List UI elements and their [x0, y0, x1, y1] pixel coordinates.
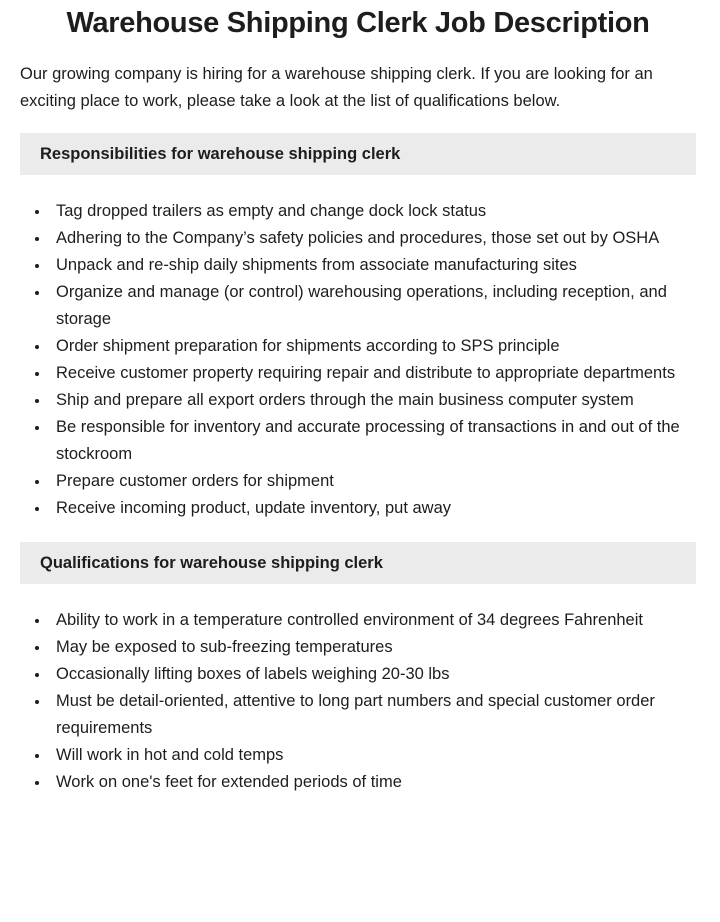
list-item: • Receive incoming product, update inventory, put away — [50, 495, 696, 522]
list-item: • Be responsible for inventory and accurate processing of transactions in and out of the stockroom — [50, 414, 696, 468]
list-item: • Adhering to the Company’s safety policies and procedures, those set out by OSHA — [50, 225, 696, 252]
list-item: • Must be detail-oriented, attentive to long part numbers and special customer order requirements — [50, 688, 696, 742]
qualifications-section-header — [20, 542, 696, 584]
list-item: • Receive customer property requiring repair and distribute to appropriate departments — [50, 360, 696, 387]
list-item: • May be exposed to sub-freezing temperatures — [50, 634, 696, 661]
list-item: • Order shipment preparation for shipments according to SPS principle — [50, 333, 696, 360]
list-item: • Will work in hot and cold temps — [50, 742, 696, 769]
list-item: • Tag dropped trailers as empty and change dock lock status — [50, 198, 696, 225]
intro-paragraph: Our growing company is hiring for a warehouse shipping clerk. If you are looking for an exciting place to work, please take a look at the list of qualifications below. — [20, 65, 653, 110]
list-item: • Work on one's feet for extended periods of time — [50, 769, 696, 796]
qualifications-section-heading: Qualifications for warehouse shipping clerk — [40, 553, 383, 572]
qualifications-section — [20, 542, 696, 796]
list-item: • Unpack and re-ship daily shipments from associate manufacturing sites — [50, 252, 696, 279]
list-item: • Occasionally lifting boxes of labels weighing 20-30 lbs — [50, 661, 696, 688]
qualifications-list — [20, 607, 696, 796]
responsibilities-section-heading: Responsibilities for warehouse shipping clerk — [40, 144, 401, 163]
list-item: • Ship and prepare all export orders through the main business computer system — [50, 387, 696, 414]
responsibilities-section-header — [20, 133, 696, 175]
list-item: • Ability to work in a temperature controlled environment of 34 degrees Fahrenheit — [50, 607, 696, 634]
page-title: Warehouse Shipping Clerk Job Description — [66, 7, 650, 39]
responsibilities-list — [20, 198, 696, 522]
responsibilities-section — [20, 133, 696, 522]
list-item: • Organize and manage (or control) warehousing operations, including reception, and storage — [50, 279, 696, 333]
list-item: • Prepare customer orders for shipment — [50, 468, 696, 495]
